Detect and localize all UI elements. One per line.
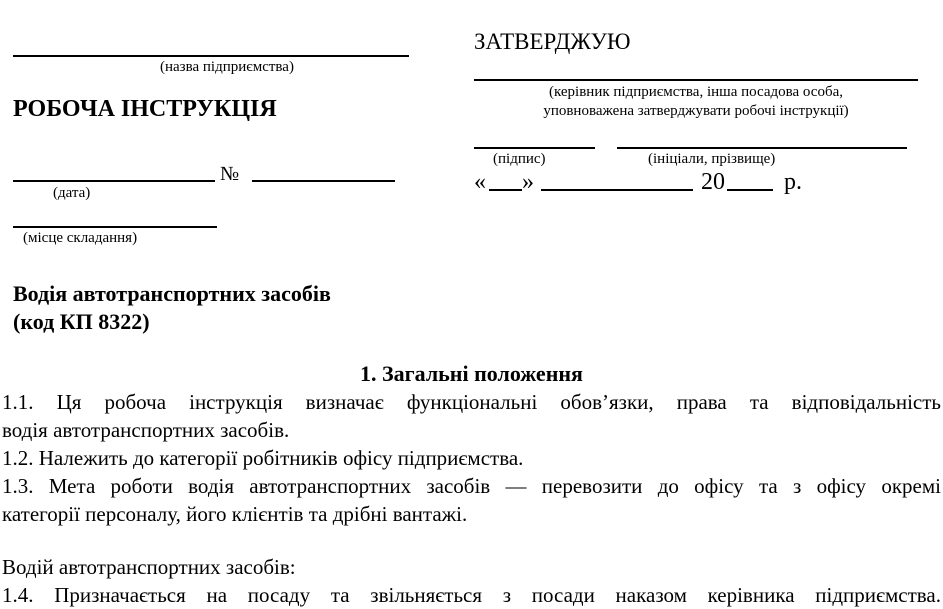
initials-blank-line (617, 147, 907, 149)
signature-caption: (підпис) (493, 151, 546, 167)
position-title-line2: (код КП 8322) (13, 309, 150, 334)
section-heading: 1. Загальні положення (360, 361, 583, 386)
initials-caption: (ініціали, прізвище) (648, 151, 776, 167)
approver-caption-line1: (керівник підприємства, інша посадова особа, (548, 84, 844, 100)
paragraph-1-2: 1.2. Належить до категорії робітників офісу підприємства. (2, 446, 524, 470)
day-close-quote: » (522, 169, 534, 195)
position-title-line1: Водія автотранспортних засобів (13, 281, 331, 306)
paragraph-1-3-line1: 1.3. Мета роботи водія автотранспортних засобів — перевозити до офісу та з офісу окремі (2, 474, 941, 498)
year-blank-line (727, 189, 773, 191)
position-title (13, 280, 331, 336)
approver-caption-line2: уповноважена затверджувати робочі інструкції) (543, 103, 849, 119)
body-text (2, 360, 941, 609)
approve-heading: ЗАТВЕРДЖУЮ (474, 29, 631, 54)
number-sign: № (220, 163, 240, 185)
day-open-quote: « (474, 169, 486, 195)
clipped-partial-line: 1.4. Призначається на посаду та звільняється з посади наказом керівника підприємства. (2, 583, 941, 607)
year-prefix: 20 (701, 169, 725, 195)
paragraph-1-1-line2: водія автотранспортних засобів. (2, 418, 290, 442)
day-blank-line (489, 189, 522, 191)
month-blank-line (541, 189, 693, 191)
company-name-blank-line (13, 55, 409, 57)
list-intro: Водій автотранспортних засобів: (2, 555, 296, 579)
date-caption: (дата) (53, 185, 91, 201)
paragraph-1-1-line1: 1.1. Ця робоча інструкція визначає функціональні обов’язки, права та відповідальність (2, 390, 941, 414)
year-suffix: р. (784, 169, 802, 195)
company-name-caption: (назва підприємства) (160, 59, 294, 75)
blank-line (2, 528, 941, 553)
number-blank-line (252, 180, 395, 182)
place-caption: (місце складання) (23, 230, 138, 246)
approver-blank-line (474, 79, 918, 81)
place-blank-line (13, 226, 217, 228)
signature-blank-line (474, 147, 595, 149)
paragraph-1-3-line2: категорії персоналу, його клієнтів та дрібні вантажі. (2, 502, 468, 526)
document-title: РОБОЧА ІНСТРУКЦІЯ (13, 96, 277, 122)
date-blank-line (13, 180, 215, 182)
